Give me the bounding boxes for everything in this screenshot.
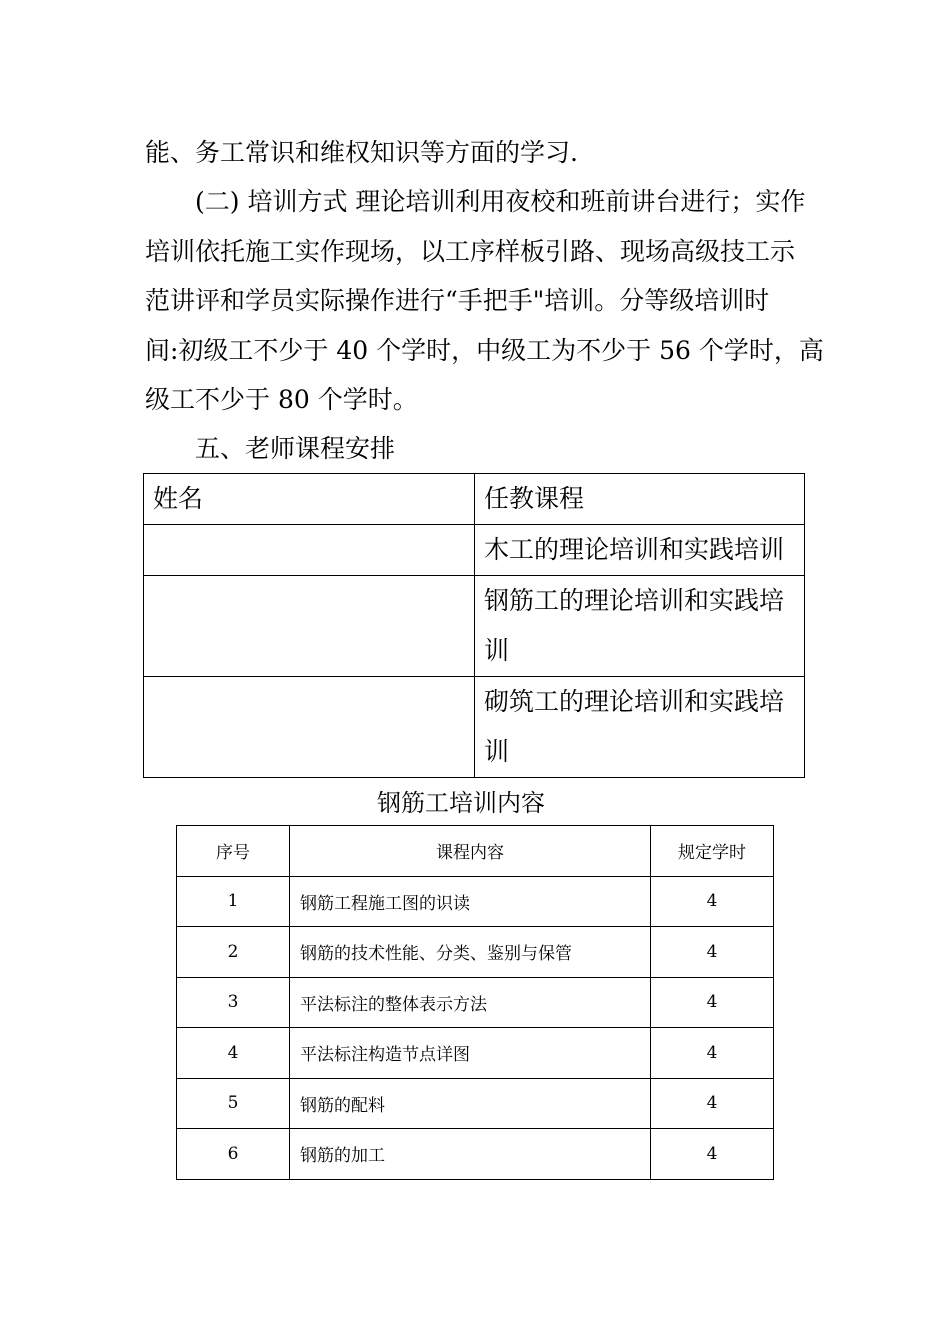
row-content: 平法标注的整体表示方法 xyxy=(290,977,651,1028)
row-number: 1 xyxy=(177,876,290,927)
rebar-training-table xyxy=(176,825,774,1180)
row-hours: 4 xyxy=(651,1028,774,1079)
paragraph-training-method xyxy=(145,177,824,425)
rebar-training-title xyxy=(0,783,950,823)
teacher-course-cell: 砌筑工的理论培训和实践培训 xyxy=(475,677,805,778)
section-heading-teacher-schedule: 五、老师课程安排 xyxy=(195,434,396,463)
row-hours: 4 xyxy=(651,927,774,978)
paragraph-line: 范讲评和学员实际操作进行“手把手"培训。分等级培训时 xyxy=(145,286,770,315)
header-name: 姓名 xyxy=(144,474,475,525)
paragraph-line: 间:初级工不少于 40 个学时，中级工为不少于 56 个学时，高 xyxy=(145,335,824,365)
table-row xyxy=(177,927,774,978)
row-content: 钢筋的加工 xyxy=(290,1129,651,1180)
row-number: 2 xyxy=(177,927,290,978)
table-row xyxy=(177,1129,774,1180)
header-course: 任教课程 xyxy=(475,474,805,525)
teacher-name-cell xyxy=(144,677,475,778)
row-content: 钢筋的技术性能、分类、鉴别与保管 xyxy=(290,927,651,978)
row-number: 5 xyxy=(177,1078,290,1129)
header-content: 课程内容 xyxy=(290,826,651,877)
teacher-name-cell xyxy=(144,576,475,677)
teacher-course-cell: 木工的理论培训和实践培训 xyxy=(475,525,805,576)
rebar-training-title-text: 钢筋工培训内容 xyxy=(377,789,545,817)
teacher-name-cell xyxy=(144,525,475,576)
table-header-row xyxy=(177,826,774,877)
table-row xyxy=(144,677,805,778)
table-row xyxy=(177,876,774,927)
row-number: 3 xyxy=(177,977,290,1028)
row-hours: 4 xyxy=(651,977,774,1028)
row-content: 平法标注构造节点详图 xyxy=(290,1028,651,1079)
table-header-row xyxy=(144,474,805,525)
paragraph-line: (二) 培训方式 理论培训利用夜校和班前讲台进行；实作 xyxy=(195,187,806,216)
table-row xyxy=(177,977,774,1028)
paragraph-line: 培训依托施工实作现场，以工序样板引路、现场高级技工示 xyxy=(145,236,796,266)
row-number: 4 xyxy=(177,1028,290,1079)
table-row xyxy=(144,576,805,677)
row-hours: 4 xyxy=(651,876,774,927)
row-hours: 4 xyxy=(651,1129,774,1180)
teacher-course-table xyxy=(143,473,805,778)
row-content: 钢筋工程施工图的识读 xyxy=(290,876,651,927)
row-number: 6 xyxy=(177,1129,290,1180)
table-row xyxy=(177,1028,774,1079)
row-content: 钢筋的配料 xyxy=(290,1078,651,1129)
header-number: 序号 xyxy=(177,826,290,877)
row-hours: 4 xyxy=(651,1078,774,1129)
paragraph-line: 级工不少于 80 个学时。 xyxy=(145,385,418,414)
table-row xyxy=(177,1078,774,1129)
table-row xyxy=(144,525,805,576)
paragraph-continuation: 能、务工常识和维权知识等方面的学习. xyxy=(145,138,578,167)
teacher-course-cell: 钢筋工的理论培训和实践培训 xyxy=(475,576,805,677)
header-hours: 规定学时 xyxy=(651,826,774,877)
